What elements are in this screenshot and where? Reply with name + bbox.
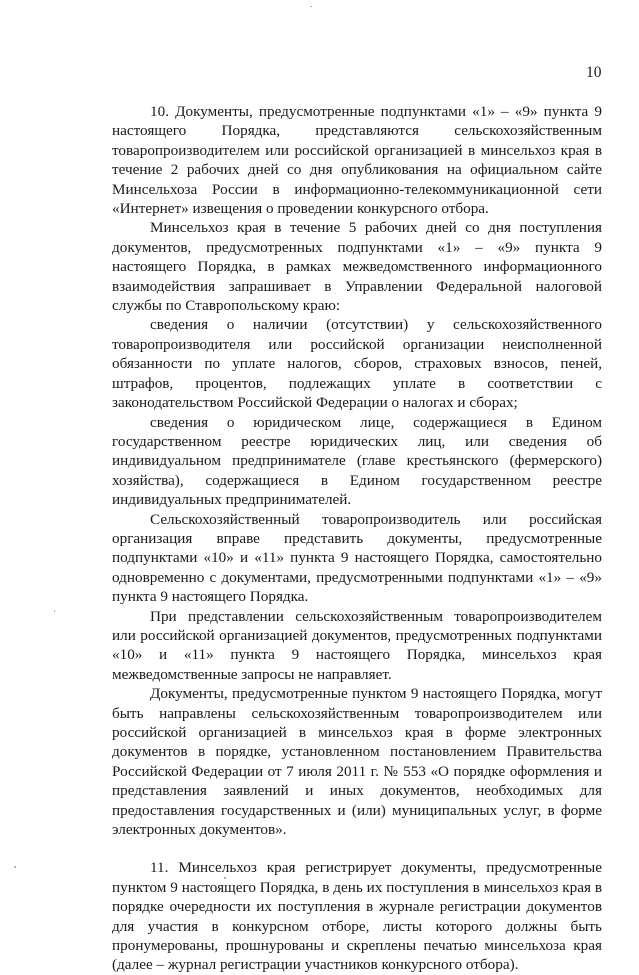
scan-speck	[310, 6, 312, 7]
paragraph-interagency-request: Минсельхоз края в течение 5 рабочих дней со дня поступления документов, предусмотренных подпунктами «1» – «9» пункта 9 настоящего Порядка, в рамках межведомственного информационного взаимодействия запрашивает в Управлении Федеральной налоговой службы по Ставропольскому краю:	[112, 219, 602, 315]
paragraph-11: 11. Минсельхоз края регистрирует документы, предусмотренные пунктом 9 настоящего Порядка, в день их поступления в минсельхоз края в порядке очередности их поступления в журнале регистрации документов для участия в конкурсном отборе, листы которого должны быть пронумерованы, прошнурованы и скреплены печатью минсельхоза края (далее – журнал регистрации участников конкурсного отбора).	[112, 859, 602, 974]
scan-speck	[14, 866, 16, 868]
paragraph-own-initiative: Сельскохозяйственный товаропроизводитель или российская организация вправе представить документы, предусмотренные подпунктами «10» и «11» пункта 9 настоящего Порядка, самостоятельно одновременно с документами, предусмотренными подпунктами «1» – «9» пункта 9 настоящего Порядка.	[112, 510, 602, 606]
scan-speck	[224, 877, 226, 879]
paragraph-electronic-documents: Документы, предусмотренные пунктом 9 настоящего Порядка, могут быть направлены сельскохозяйственным товаропроизводителем или российской организацией в минсельхоз края в форме электронных документов в порядке, установленном постановлением Правительства Российской Федерации от 7 июля 2011 г. № 553 «О порядке оформления и представления заявлений и иных документов, необходимых для предоставления государственных и (или) муниципальных услуг, в форме электронных документов».	[112, 685, 602, 839]
scan-speck	[54, 610, 55, 612]
paragraph-no-requests: При представлении сельскохозяйственным товаропроизводителем или российской организацией документов, предусмотренных подпунктами «10» и «11» пункта 9 настоящего Порядка, минсельхоз края межведомственные запросы не направляет.	[112, 607, 602, 683]
document-body	[112, 102, 602, 975]
paragraph-tax-info: сведения о наличии (отсутствии) у сельскохозяйственного товаропроизводителя или российской организации неисполненной обязанности по уплате налогов, сборов, страховых взносов, пеней, штрафов, процентов, подлежащих уплате в соответствии с законодательством Российской Федерации о налогах и сборах;	[112, 316, 602, 412]
page-number: 10	[586, 64, 602, 81]
paragraph-registry-info: сведения о юридическом лице, содержащиеся в Едином государственном реестре юридических лиц, или сведения об индивидуальном предпринимателе (главе крестьянского (фермерского) хозяйства), содержащиеся в Едином государственном реестре индивидуальных предпринимателей.	[112, 413, 602, 509]
paragraph-10: 10. Документы, предусмотренные подпунктами «1» – «9» пункта 9 настоящего Порядка, представляются сельскохозяйственным товаропроизводителем или российской организацией в минсельхоз края в течение 2 рабочих дней со дня опубликования на официальном сайте Минсельхоза России в информационно-телекоммуникационной сети «Интернет» извещения о проведении конкурсного отбора.	[112, 103, 602, 218]
